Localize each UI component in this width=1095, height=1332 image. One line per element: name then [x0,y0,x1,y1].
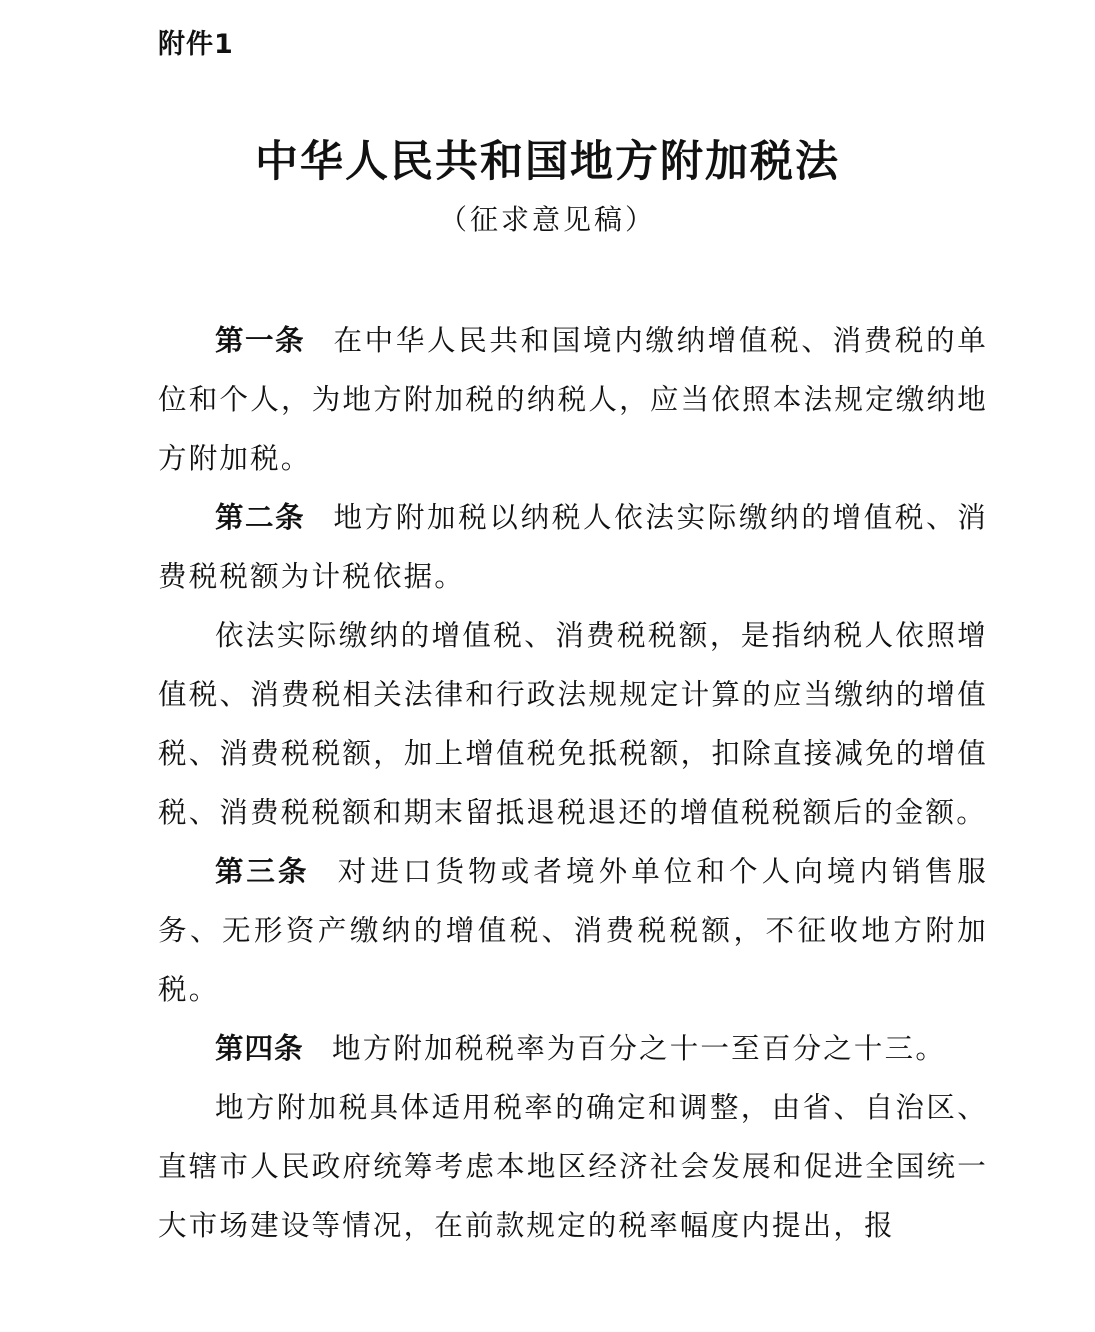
document-title: 中华人民共和国地方附加税法 [255,137,840,187]
paragraph-text: 地方附加税具体适用税率的确定和调整，由省、自治区、直辖市人民政府统筹考虑本地区经济社会发展和促进全国统一大市场建设等情况，在前款规定的税率幅度内提出，报 [158,1091,988,1242]
paragraph-article-4-clause-2 [158,1078,988,1255]
article-label: 第四条 [215,1032,304,1065]
attachment-label: 附件1 [158,29,234,60]
paragraph-text: 地方附加税税率为百分之十一至百分之十三。 [332,1032,947,1065]
paragraph-article-1 [158,311,988,488]
article-label: 第三条 [215,855,310,888]
paragraph-article-2-clause-2 [158,606,988,842]
article-label: 第二条 [215,501,305,534]
paragraph-article-3 [158,842,988,1019]
paragraph-text: 依法实际缴纳的增值税、消费税税额，是指纳税人依照增值税、消费税相关法律和行政法规规定计算的应当缴纳的增值税、消费税税额，加上增值税免抵税额，扣除直接减免的增值税、消费税税额和期末留抵退税退还的增值税税额后的金额。 [158,619,988,829]
paragraph-text: 对进口货物或者境外单位和个人向境内销售服务、无形资产缴纳的增值税、消费税税额，不征收地方附加税。 [158,855,988,1006]
document-body [158,311,988,1255]
paragraph-article-2 [158,488,988,606]
paragraph-text: 在中华人民共和国境内缴纳增值税、消费税的单位和个人，为地方附加税的纳税人，应当依照本法规定缴纳地方附加税。 [158,324,988,475]
document-subtitle: （征求意见稿） [438,203,656,236]
paragraph-text: 地方附加税以纳税人依法实际缴纳的增值税、消费税税额为计税依据。 [158,501,988,593]
article-label: 第一条 [215,324,305,357]
paragraph-article-4 [158,1019,988,1078]
